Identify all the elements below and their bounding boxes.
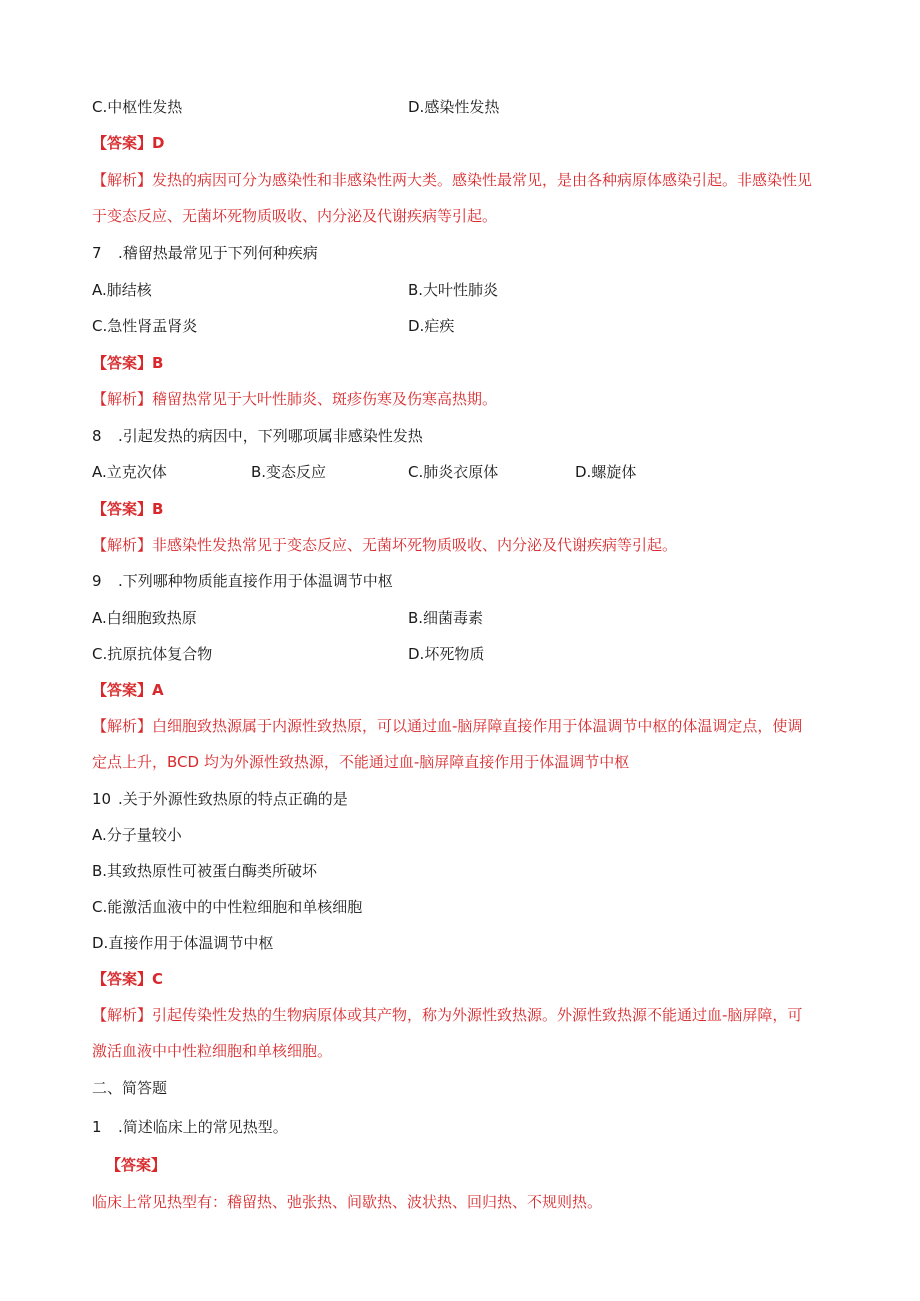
q7-option-c: C.急性肾盂肾炎 [92,317,198,335]
q7-option-a: A.肺结核 [92,281,152,299]
q8-option-b: B.变态反应 [251,463,327,481]
q6-option-d: D.感染性发热 [408,98,500,116]
q10-analysis-line-2: 激活血液中中性粒细胞和单核细胞。 [92,1042,333,1060]
short-q1-answer-text: 临床上常见热型有：稽留热、弛张热、间歇热、波状热、回归热、不规则热。 [92,1193,603,1211]
q7-option-d: D.疟疾 [408,317,455,335]
q7-answer: 【答案】B [92,354,164,372]
q8-stem [92,426,423,446]
q10-option-b: B.其致热原性可被蛋白酶类所破坏 [92,862,318,880]
section-title: 二、简答题 [92,1079,168,1097]
q10-stem-text: .关于外源性致热原的特点正确的是 [118,790,348,808]
q10-analysis-line-1: 【解析】引起传染性发热的生物病原体或其产物，称为外源性致热源。外源性致热源不能通过血-脑屏障，可 [92,1006,803,1024]
q8-stem-text: .引起发热的病因中，下列哪项属非感染性发热 [118,427,423,445]
q9-stem-text: .下列哪种物质能直接作用于体温调节中枢 [118,572,393,590]
q9-option-a: A.白细胞致热原 [92,609,197,627]
q9-number: 9 [92,572,102,590]
q8-option-c: C.肺炎衣原体 [408,463,499,481]
short-q1-stem [92,1117,288,1137]
q9-option-d: D.坏死物质 [408,645,485,663]
q7-stem [92,243,318,263]
q9-answer: 【答案】A [92,681,164,699]
q10-option-a: A.分子量较小 [92,826,182,844]
q6-analysis-line-1: 【解析】发热的病因可分为感染性和非感染性两大类。感染性最常见，是由各种病原体感染引起。非感染性见 [92,171,813,189]
q9-option-b: B.细菌毒素 [408,609,484,627]
q7-analysis-line-1: 【解析】稽留热常见于大叶性肺炎、斑疹伤寒及伤寒高热期。 [92,390,498,408]
q9-stem [92,571,393,591]
q10-answer: 【答案】C [92,970,164,988]
q8-analysis-line-1: 【解析】非感染性发热常见于变态反应、无菌坏死物质吸收、内分泌及代谢疾病等引起。 [92,536,678,554]
q9-analysis-line-2: 定点上升，BCD 均为外源性致热源，不能通过血-脑屏障直接作用于体温调节中枢 [92,753,630,771]
q6-option-c: C.中枢性发热 [92,98,183,116]
short-q1-stem-text: .简述临床上的常见热型。 [118,1118,288,1136]
q7-stem-text: .稽留热最常见于下列何种疾病 [118,244,318,262]
short-q1-number: 1 [92,1118,102,1136]
q8-option-d: D.螺旋体 [575,463,637,481]
q9-option-c: C.抗原抗体复合物 [92,645,213,663]
q7-number: 7 [92,244,102,262]
q10-stem [92,789,348,809]
q8-option-a: A.立克次体 [92,463,167,481]
q10-option-d: D.直接作用于体温调节中枢 [92,934,274,952]
q6-answer: 【答案】D [92,134,165,152]
q10-number: 10 [92,790,112,808]
q8-answer: 【答案】B [92,500,164,518]
short-q1-answer-tag: 【答案】 [106,1156,167,1174]
q9-analysis-line-1: 【解析】白细胞致热源属于内源性致热原，可以通过血-脑屏障直接作用于体温调节中枢的体温调定点，使调 [92,717,803,735]
q10-option-c: C.能激活血液中的中性粒细胞和单核细胞 [92,898,363,916]
q6-analysis-line-2: 于变态反应、无菌坏死物质吸收、内分泌及代谢疾病等引起。 [92,207,498,225]
q7-option-b: B.大叶性肺炎 [408,281,499,299]
q8-number: 8 [92,427,102,445]
